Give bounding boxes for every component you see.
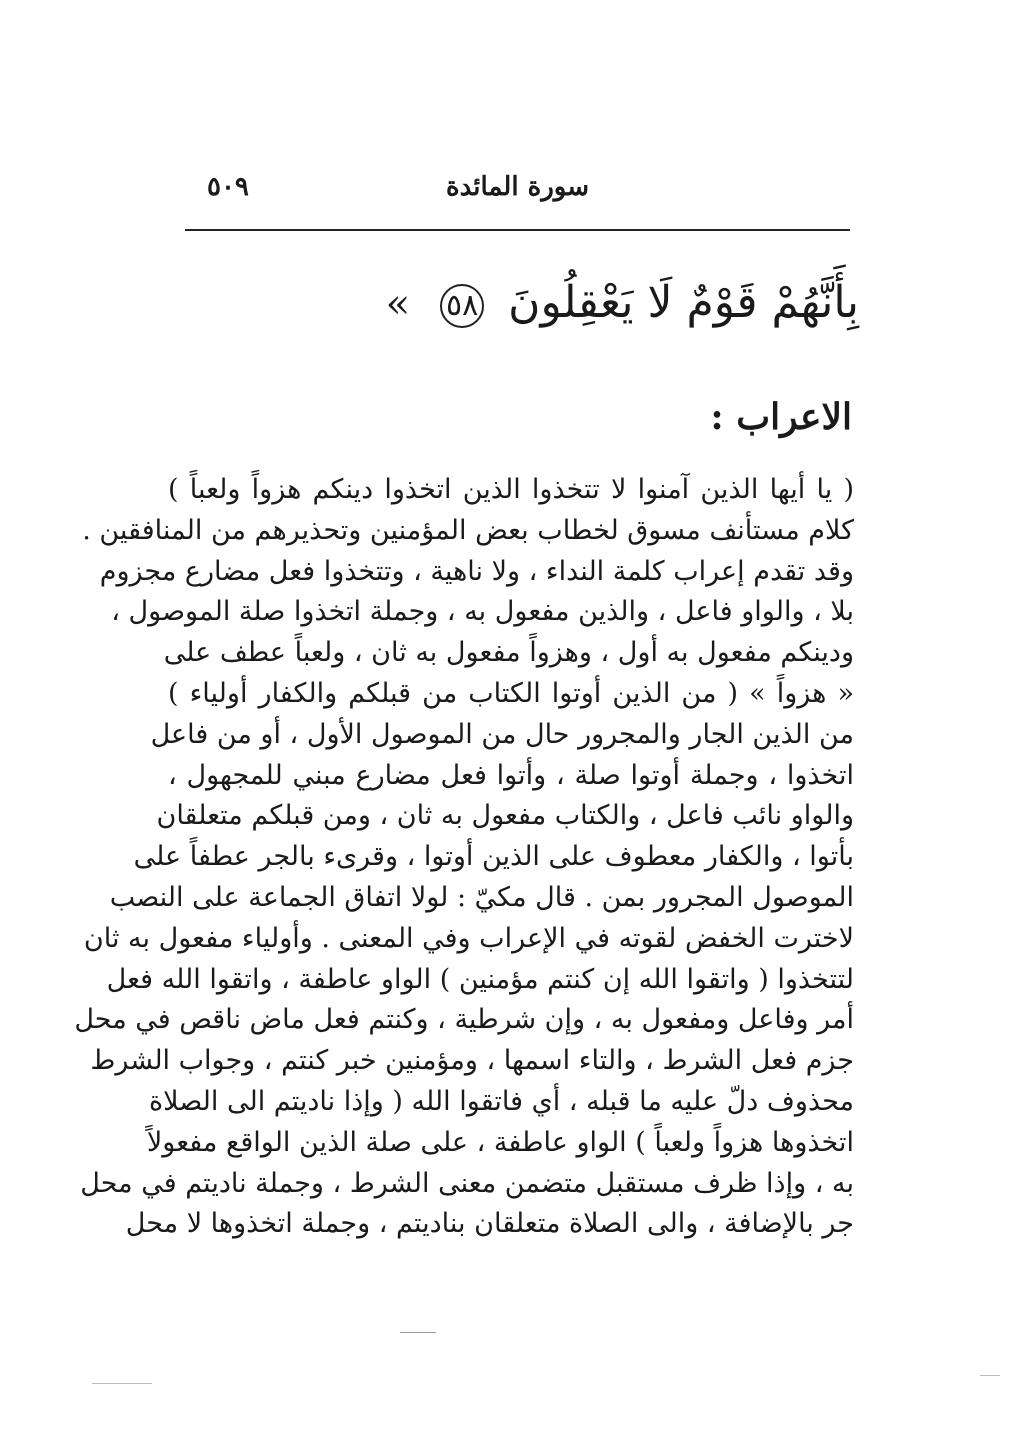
- body-line: كلام مستأنف مسوق لخطاب بعض المؤمنين وتحذيرهم من المنافقين .: [82, 514, 854, 546]
- body-line: جر بالإضافة ، والى الصلاة متعلقان بناديتم ، وجملة اتخذوها لا محل: [125, 1208, 854, 1240]
- body-line: اتخذوها هزواً ولعباً ) الواو عاطفة ، على صلة الذين الواقع مفعولاً: [146, 1126, 854, 1158]
- verse-text: بِأَنَّهُمْ قَوْمٌ لَا يَعْقِلُونَ: [508, 277, 859, 328]
- verse-closing-bracket: »: [385, 281, 411, 327]
- body-line: ودينكم مفعول به أول ، وهزواً مفعول به ثان ، ولعباً عطف على: [163, 637, 854, 669]
- body-line: اتخذوا ، وجملة أوتوا صلة ، وأتوا فعل مضارع مبني للمجهول ،: [168, 759, 854, 791]
- header-divider: [185, 229, 850, 231]
- body-line: بأتوا ، والكفار معطوف على الذين أوتوا ، وقرىء بالجر عطفاً على: [133, 841, 854, 873]
- body-line: والواو نائب فاعل ، والكتاب مفعول به ثان ، ومن قبلكم متعلقان: [156, 800, 854, 832]
- body-line: وقد تقدم إعراب كلمة النداء ، ولا ناهية ، وتتخذوا فعل مضارع مجزوم: [99, 555, 854, 587]
- body-line: أمر وفاعل ومفعول به ، وإن شرطية ، وكنتم فعل ماض ناقص في محل: [74, 1004, 854, 1036]
- page-header: [185, 168, 850, 212]
- surah-title: سورة المائدة: [445, 172, 590, 202]
- scan-artifact: [400, 1332, 436, 1333]
- section-heading: الاعراب :: [710, 396, 852, 438]
- page-number: ٥٠٩: [207, 172, 249, 202]
- quran-verse: [239, 268, 859, 339]
- body-line: به ، وإذا ظرف مستقبل متضمن معنى الشرط ، وجملة ناديتم في محل: [80, 1167, 854, 1199]
- irab-body-text: [74, 470, 854, 1245]
- body-line: بلا ، والواو فاعل ، والذين مفعول به ، وجملة اتخذوا صلة الموصول ،: [111, 596, 854, 628]
- scan-artifact: [980, 1375, 1000, 1376]
- ayah-number: ٥٨: [440, 284, 484, 328]
- scan-artifact: [92, 1383, 152, 1384]
- body-line: لتتخذوا ( واتقوا الله إن كنتم مؤمنين ) الواو عاطفة ، واتقوا الله فعل: [106, 963, 854, 995]
- body-line: ( يا أيها الذين آمنوا لا تتخذوا الذين اتخذوا دينكم هزواً ولعباً ): [168, 474, 854, 505]
- body-line: الموصول المجرور بمن . قال مكيّ : لولا اتفاق الجماعة على النصب: [109, 881, 854, 913]
- body-line: « هزواً » ( من الذين أوتوا الكتاب من قبلكم والكفار أولياء ): [168, 677, 854, 709]
- body-line: من الذين الجار والمجرور حال من الموصول الأول ، أو من فاعل: [150, 718, 854, 750]
- body-line: محذوف دلّ عليه ما قبله ، أي فاتقوا الله ( وإذا ناديتم الى الصلاة: [148, 1085, 854, 1117]
- body-line: لاخترت الخفض لقوته في الإعراب وفي المعنى . وأولياء مفعول به ثان: [83, 922, 854, 954]
- body-line: جزم فعل الشرط ، والتاء اسمها ، ومؤمنين خبر كنتم ، وجواب الشرط: [90, 1045, 854, 1077]
